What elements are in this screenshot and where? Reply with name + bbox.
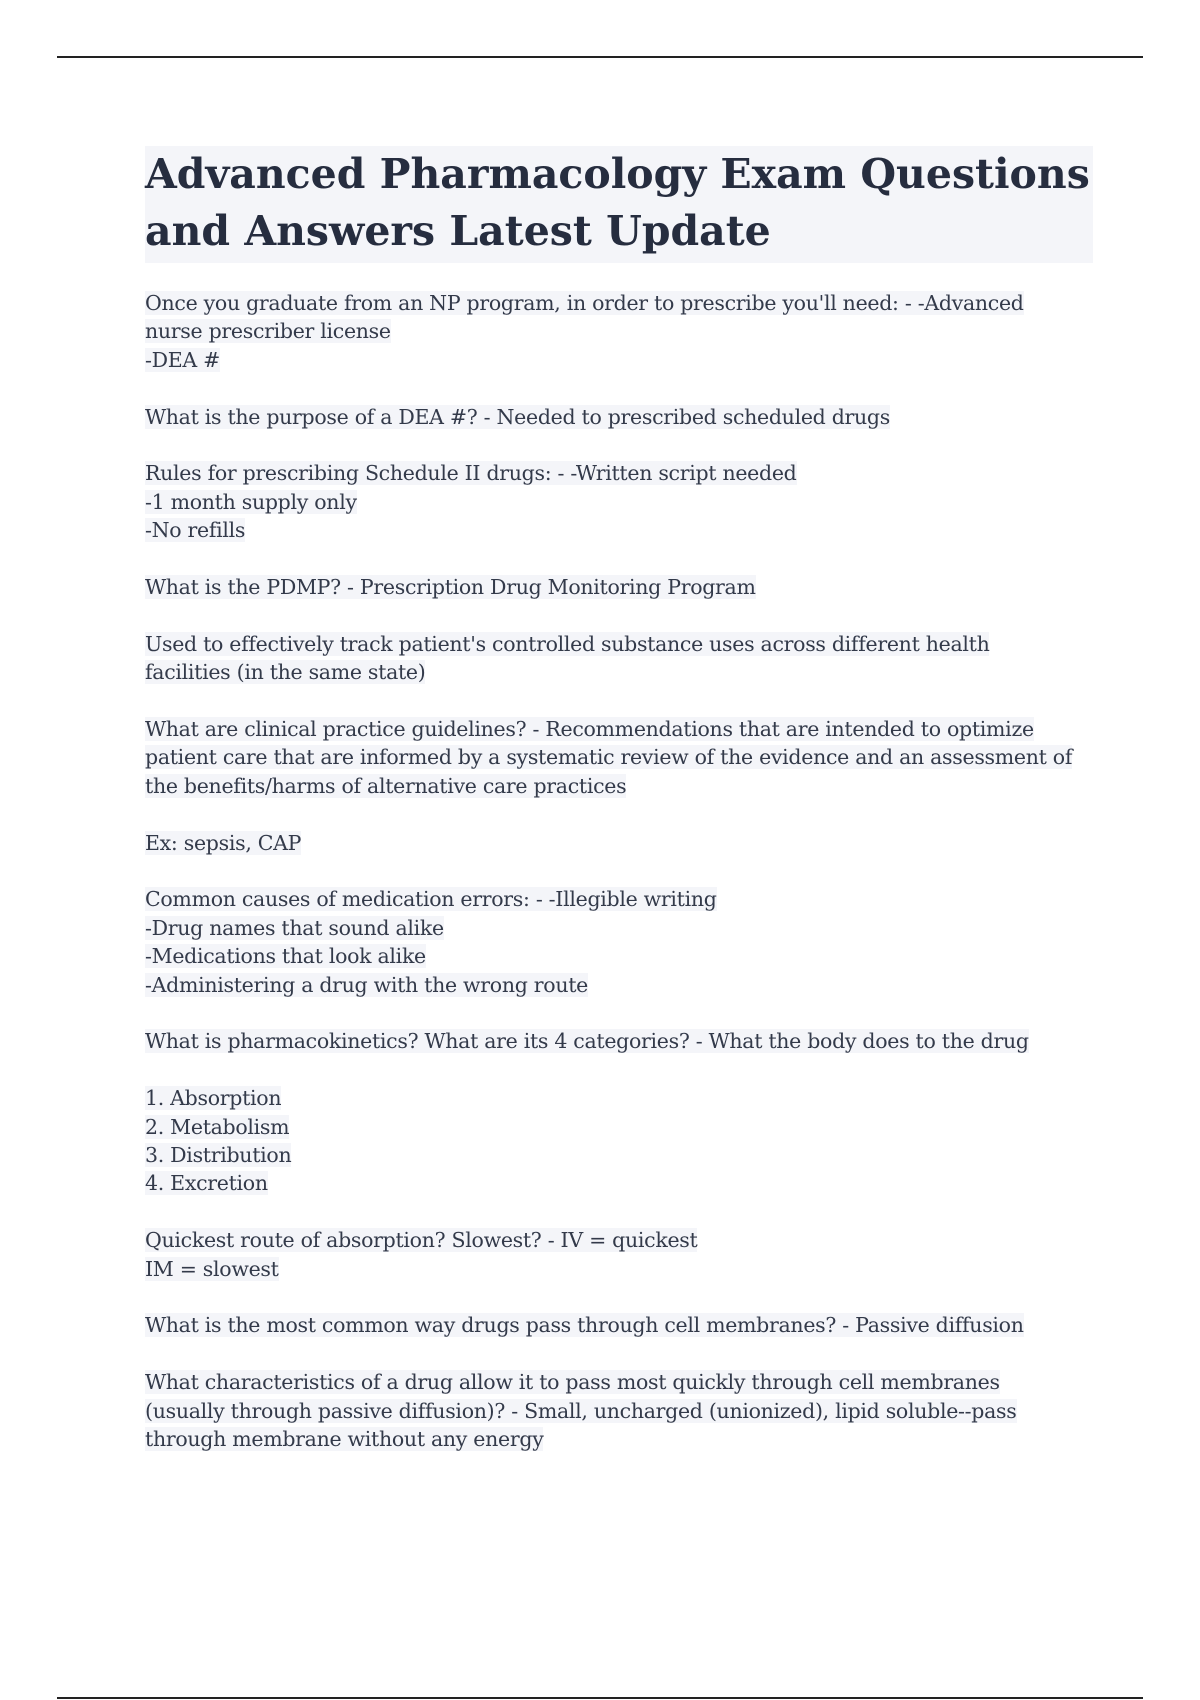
qa-block-schedule-ii-rules [145,459,1093,544]
qa-line: 4. Excretion [145,1171,268,1196]
document-body [145,146,1093,1482]
qa-block-clinical-guidelines [145,715,1093,800]
qa-line: What is the most common way drugs pass through cell membranes? - Passive diffusion [145,1313,1024,1338]
qa-line: -DEA # [145,347,221,372]
qa-block-pdmp-usage [145,630,1093,687]
qa-line: Used to effectively track patient's controlled substance uses across different health [145,631,990,656]
qa-line: Ex: sepsis, CAP [145,830,302,855]
qa-line: -Medications that look alike [145,944,426,969]
qa-block-membrane-passage [145,1311,1093,1339]
qa-line: nurse prescriber license [145,319,391,344]
title-line-2: and Answers Latest Update [145,207,771,255]
qa-line: through membrane without any energy [145,1427,544,1452]
qa-line: What characteristics of a drug allow it to pass most quickly through cell membranes [145,1370,1000,1395]
qa-line: -No refills [145,518,246,543]
document-title [145,146,1093,263]
qa-block-pharmacokinetics [145,1027,1093,1055]
qa-block-drug-characteristics [145,1368,1093,1453]
qa-block-guideline-examples [145,829,1093,857]
qa-line: -1 month supply only [145,489,357,514]
qa-line: facilities (in the same state) [145,660,426,685]
qa-line: What is the PDMP? - Prescription Drug Monitoring Program [145,575,756,600]
qa-block-pk-categories [145,1084,1093,1198]
qa-line: What is the purpose of a DEA #? - Needed to prescribed scheduled drugs [145,404,890,429]
qa-line: 2. Metabolism [145,1114,290,1139]
qa-block-pdmp [145,573,1093,601]
qa-line: Rules for prescribing Schedule II drugs: - -Written script needed [145,461,797,486]
qa-line: What are clinical practice guidelines? - Recommendations that are intended to optimize [145,717,1034,742]
qa-line: the benefits/harms of alternative care practices [145,773,627,798]
qa-line: What is pharmacokinetics? What are its 4 categories? - What the body does to the drug [145,1029,1029,1054]
top-rule [57,56,1143,58]
qa-line: Quickest route of absorption? Slowest? - IV = quickest [145,1228,698,1253]
qa-line: -Administering a drug with the wrong route [145,972,588,997]
qa-line: Once you graduate from an NP program, in order to prescribe you'll need: - -Advanced [145,291,1024,315]
bottom-rule [57,1697,1143,1699]
qa-line: IM = slowest [145,1256,279,1281]
qa-line: patient care that are informed by a systematic review of the evidence and an assessment of [145,745,1073,770]
qa-line: 3. Distribution [145,1143,292,1168]
qa-line: (usually through passive diffusion)? - Small, uncharged (unionized), lipid soluble--pass [145,1398,1017,1423]
qa-line: -Drug names that sound alike [145,915,444,940]
qa-block-absorption-routes [145,1226,1093,1283]
qa-block-prescribing-requirements [145,289,1093,374]
title-line-1: Advanced Pharmacology Exam Questions [145,150,1090,198]
qa-block-medication-errors [145,885,1093,999]
qa-line: 1. Absorption [145,1086,282,1111]
qa-block-dea-purpose [145,403,1093,431]
qa-line: Common causes of medication errors: - -Illegible writing [145,887,717,912]
